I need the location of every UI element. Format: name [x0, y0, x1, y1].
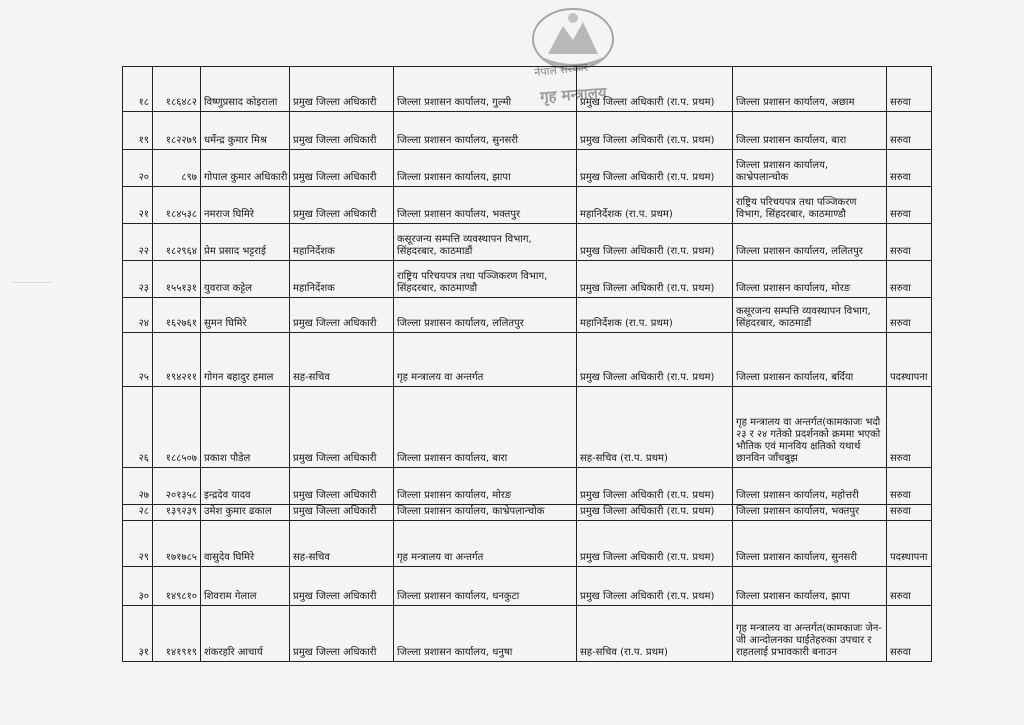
- current-office: जिल्ला प्रशासन कार्यालय, धनुषा: [397, 647, 513, 658]
- current-post: महानिर्देशक: [293, 246, 335, 258]
- serial-number-cell: [123, 521, 153, 566]
- new-office: जिल्ला प्रशासन कार्यालय, ललितपुर: [736, 246, 863, 258]
- remark: सरुवा: [890, 647, 911, 658]
- current-office-cell: [394, 566, 577, 605]
- remark: पदस्थापना: [890, 551, 928, 563]
- employee-name: प्रकाश पौडेल: [204, 452, 251, 464]
- current-post-cell: [290, 387, 394, 468]
- serial-number-cell: [123, 606, 153, 662]
- current-post-cell: [290, 186, 394, 223]
- new-office-cell: [733, 224, 887, 261]
- employee-id-cell: [153, 261, 201, 298]
- remark: सरुवा: [890, 246, 911, 258]
- employee-name: वासुदेव घिमिरे: [204, 551, 255, 563]
- current-office: कसूरजन्य सम्पत्ति व्यवस्थापन विभाग, सिंहदरबार, काठमाडौं: [397, 234, 532, 258]
- current-office: जिल्ला प्रशासन कार्यालय, भक्तपुर: [397, 209, 521, 220]
- new-office-cell: [733, 467, 887, 504]
- new-office-cell: [733, 387, 887, 468]
- employee-id: १६२७६१: [165, 318, 197, 330]
- current-post: प्रमुख जिल्ला अधिकारी: [293, 209, 377, 220]
- current-office: जिल्ला प्रशासन कार्यालय, मोरङ: [397, 489, 512, 501]
- serial-number: २१: [138, 209, 149, 220]
- serial-number: २७: [138, 489, 149, 501]
- current-office: जिल्ला प्रशासन कार्यालय, गुल्मी: [397, 97, 512, 109]
- employee-id: १९४२११: [165, 372, 197, 384]
- remark: सरुवा: [890, 452, 911, 464]
- new-post: महानिर्देशक (रा.प. प्रथम): [580, 318, 673, 330]
- current-post-cell: [290, 333, 394, 387]
- employee-id: १५५१३१: [165, 283, 197, 295]
- serial-number: २४: [138, 318, 149, 330]
- serial-number: ३१: [138, 647, 149, 658]
- new-office: जिल्ला प्रशासन कार्यालय, भक्तपुर: [736, 506, 860, 518]
- employee-id-cell: [153, 566, 201, 605]
- employee-name-cell: [201, 261, 290, 298]
- serial-number: २३: [138, 283, 149, 295]
- employee-name: विष्णुप्रसाद कोइराला: [204, 97, 278, 109]
- remark: सरुवा: [890, 489, 911, 501]
- new-office-cell: [733, 261, 887, 298]
- current-post-cell: [290, 467, 394, 504]
- current-office: जिल्ला प्रशासन कार्यालय, ललितपुर: [397, 318, 524, 330]
- employee-name-cell: [201, 606, 290, 662]
- employee-id: १८२९६४: [165, 246, 197, 258]
- serial-number: २०: [138, 171, 149, 183]
- employee-name: धर्मेन्द्र कुमार मिश्र: [204, 134, 267, 146]
- current-post-cell: [290, 224, 394, 261]
- new-post: सह-सचिव (रा.प. प्रथम): [580, 452, 668, 464]
- serial-number: २५: [138, 372, 149, 384]
- remark: पदस्थापना: [890, 372, 928, 384]
- remark-cell: [887, 504, 932, 521]
- new-post: प्रमुख जिल्ला अधिकारी (रा.प. प्रथम): [580, 489, 715, 501]
- employee-name-cell: [201, 186, 290, 223]
- serial-number: २८: [138, 506, 149, 518]
- employee-name: शंकरहरि आचार्य: [204, 647, 263, 658]
- serial-number: १९: [138, 134, 149, 146]
- remark: सरुवा: [890, 506, 911, 518]
- employee-name-cell: [201, 521, 290, 566]
- employee-name-cell: [201, 333, 290, 387]
- new-office: गृह मन्त्रालय वा अन्तर्गत(कामकाजः भदौ २३ र २४ गतेको प्रदर्शनको क्रममा भएको भौतिक एवं मानविय क्षतिको यथार्थ छानविन जाँचबुझ: [736, 416, 881, 464]
- new-post: महानिर्देशक (रा.प. प्रथम): [580, 209, 673, 220]
- new-post: प्रमुख जिल्ला अधिकारी (रा.प. प्रथम): [580, 246, 715, 258]
- employee-name-cell: [201, 387, 290, 468]
- new-office: जिल्ला प्रशासन कार्यालय, सुनसरी: [736, 551, 857, 563]
- new-office-cell: [733, 521, 887, 566]
- new-office-cell: [733, 298, 887, 333]
- new-post-cell: [577, 224, 733, 261]
- new-office-cell: [733, 504, 887, 521]
- new-office: जिल्ला प्रशासन कार्यालय, महोत्तरी: [736, 489, 859, 501]
- serial-number: २९: [138, 551, 149, 563]
- new-post-cell: [577, 67, 733, 112]
- new-post: प्रमुख जिल्ला अधिकारी (रा.प. प्रथम): [580, 551, 715, 563]
- serial-number-cell: [123, 566, 153, 605]
- current-post: प्रमुख जिल्ला अधिकारी: [293, 452, 377, 464]
- table-row: [123, 224, 932, 261]
- remark-cell: [887, 521, 932, 566]
- new-post: प्रमुख जिल्ला अधिकारी (रा.प. प्रथम): [580, 97, 715, 109]
- employee-id: १४९८१०: [165, 591, 197, 603]
- remark-cell: [887, 224, 932, 261]
- current-office-cell: [394, 186, 577, 223]
- current-office-cell: [394, 112, 577, 149]
- new-post-cell: [577, 606, 733, 662]
- serial-number-cell: [123, 224, 153, 261]
- current-office: गृह मन्त्रालय वा अन्तर्गत: [397, 551, 484, 563]
- new-post-cell: [577, 467, 733, 504]
- new-office-cell: [733, 67, 887, 112]
- serial-number: १८: [138, 97, 149, 109]
- current-office: राष्ट्रिय परिचयपत्र तथा पञ्जिकरण विभाग, सिंहदरबार, काठमाण्डौ: [397, 271, 548, 295]
- table-row: [123, 261, 932, 298]
- new-office: जिल्ला प्रशासन कार्यालय, बारा: [736, 134, 847, 146]
- new-office: गृह मन्त्रालय वा अन्तर्गत(कामकाजः जेन-जी आन्दोलनका घाईतेहरुका उपचार र राहतलाई प्रभावकारी बनाउन: [736, 623, 882, 658]
- current-office: जिल्ला प्रशासन कार्यालय, सुनसरी: [397, 134, 518, 146]
- remark: सरुवा: [890, 591, 911, 603]
- scan-artifact: [12, 282, 52, 283]
- employee-name: शिवराम गेलाल: [204, 591, 257, 603]
- employee-id: १८८५०७: [165, 452, 197, 464]
- employee-name-cell: [201, 67, 290, 112]
- employee-id-cell: [153, 521, 201, 566]
- current-post-cell: [290, 521, 394, 566]
- new-post-cell: [577, 387, 733, 468]
- current-post: प्रमुख जिल्ला अधिकारी: [293, 489, 377, 501]
- new-office: जिल्ला प्रशासन कार्यालय, मोरङ: [736, 283, 851, 295]
- table-body: [123, 67, 932, 662]
- employee-name-cell: [201, 298, 290, 333]
- new-post: प्रमुख जिल्ला अधिकारी (रा.प. प्रथम): [580, 506, 715, 518]
- employee-id-cell: [153, 224, 201, 261]
- employee-id-cell: [153, 333, 201, 387]
- serial-number-cell: [123, 112, 153, 149]
- current-office-cell: [394, 149, 577, 186]
- new-post: प्रमुख जिल्ला अधिकारी (रा.प. प्रथम): [580, 134, 715, 146]
- current-post-cell: [290, 606, 394, 662]
- seal-title: गृह मन्त्रालय: [539, 83, 608, 107]
- remark-cell: [887, 333, 932, 387]
- current-post: प्रमुख जिल्ला अधिकारी: [293, 647, 377, 658]
- new-office: राष्ट्रिय परिचयपत्र तथा पञ्जिकरण विभाग, सिंहदरबार, काठमाण्डौ: [736, 197, 857, 220]
- remark: सरुवा: [890, 283, 911, 295]
- current-post-cell: [290, 112, 394, 149]
- current-post: प्रमुख जिल्ला अधिकारी: [293, 591, 377, 603]
- new-post: प्रमुख जिल्ला अधिकारी (रा.प. प्रथम): [580, 591, 715, 603]
- current-post: प्रमुख जिल्ला अधिकारी: [293, 506, 377, 518]
- employee-id-cell: [153, 149, 201, 186]
- new-office: जिल्ला प्रशासन कार्यालय, बर्दिया: [736, 372, 854, 384]
- current-post-cell: [290, 504, 394, 521]
- current-post: प्रमुख जिल्ला अधिकारी: [293, 171, 377, 183]
- new-post-cell: [577, 521, 733, 566]
- employee-id: १३९२३९: [165, 506, 197, 518]
- new-post-cell: [577, 149, 733, 186]
- employee-id-cell: [153, 387, 201, 468]
- employee-id: १७१७८५: [165, 551, 197, 563]
- serial-number-cell: [123, 333, 153, 387]
- new-post-cell: [577, 298, 733, 333]
- new-post-cell: [577, 333, 733, 387]
- remark: सरुवा: [890, 134, 911, 146]
- employee-name: उमेश कुमार ढकाल: [204, 506, 272, 518]
- new-post: प्रमुख जिल्ला अधिकारी (रा.प. प्रथम): [580, 283, 715, 295]
- remark-cell: [887, 566, 932, 605]
- serial-number-cell: [123, 298, 153, 333]
- new-post-cell: [577, 504, 733, 521]
- table-row: [123, 333, 932, 387]
- current-office-cell: [394, 504, 577, 521]
- serial-number: २२: [138, 246, 149, 258]
- employee-id: ८९७: [181, 171, 197, 183]
- current-post-cell: [290, 298, 394, 333]
- new-post: प्रमुख जिल्ला अधिकारी (रा.प. प्रथम): [580, 171, 715, 183]
- employee-id: १४१९१९: [165, 647, 197, 658]
- remark-cell: [887, 112, 932, 149]
- current-post-cell: [290, 67, 394, 112]
- employee-id: २०१३५८: [165, 489, 197, 501]
- table-row: [123, 298, 932, 333]
- remark: सरुवा: [890, 318, 911, 330]
- remark: सरुवा: [890, 97, 911, 109]
- current-office: जिल्ला प्रशासन कार्यालय, काभ्रेपलान्चोक: [397, 506, 545, 518]
- new-office: जिल्ला प्रशासन कार्यालय, झापा: [736, 591, 850, 603]
- new-office-cell: [733, 566, 887, 605]
- new-office-cell: [733, 112, 887, 149]
- remark-cell: [887, 67, 932, 112]
- employee-id: १८२२७९: [165, 134, 197, 146]
- serial-number-cell: [123, 387, 153, 468]
- remark-cell: [887, 606, 932, 662]
- new-post-cell: [577, 186, 733, 223]
- current-office: जिल्ला प्रशासन कार्यालय, झापा: [397, 171, 511, 183]
- employee-id-cell: [153, 467, 201, 504]
- current-post: सह-सचिव: [293, 372, 330, 384]
- employee-name: युवराज कट्टेल: [204, 283, 252, 295]
- remark-cell: [887, 149, 932, 186]
- table-row: [123, 566, 932, 605]
- table-row: [123, 387, 932, 468]
- current-office-cell: [394, 333, 577, 387]
- table-row: [123, 521, 932, 566]
- new-office: कसूरजन्य सम्पत्ति व्यवस्थापन विभाग, सिंहदरबार, काठमाडौं: [736, 306, 871, 330]
- serial-number: ३०: [138, 591, 149, 603]
- employee-name: सुमन घिमिरे: [204, 318, 247, 330]
- serial-number-cell: [123, 504, 153, 521]
- employee-id: १८४५३८: [165, 209, 197, 220]
- remark-cell: [887, 261, 932, 298]
- new-office-cell: [733, 186, 887, 223]
- remark: सरुवा: [890, 209, 911, 220]
- current-post: सह-सचिव: [293, 551, 330, 563]
- employee-name: गोगन बहादुर हमाल: [204, 372, 274, 384]
- current-office-cell: [394, 298, 577, 333]
- current-office: गृह मन्त्रालय वा अन्तर्गत: [397, 372, 484, 384]
- serial-number-cell: [123, 467, 153, 504]
- employee-name-cell: [201, 504, 290, 521]
- table-row: [123, 606, 932, 662]
- current-office-cell: [394, 224, 577, 261]
- employee-name-cell: [201, 467, 290, 504]
- current-office-cell: [394, 521, 577, 566]
- current-office-cell: [394, 606, 577, 662]
- seal-arc-text: नेपाल सरकार: [533, 60, 589, 80]
- employee-name-cell: [201, 149, 290, 186]
- remark-cell: [887, 467, 932, 504]
- table-row: [123, 67, 932, 112]
- employee-id-cell: [153, 298, 201, 333]
- employee-id: १८६४८२: [165, 97, 197, 109]
- serial-number: २६: [138, 452, 149, 464]
- employee-name-cell: [201, 566, 290, 605]
- new-post: प्रमुख जिल्ला अधिकारी (रा.प. प्रथम): [580, 372, 715, 384]
- current-office-cell: [394, 67, 577, 112]
- employee-id-cell: [153, 67, 201, 112]
- transfer-table: [122, 66, 932, 662]
- employee-id-cell: [153, 504, 201, 521]
- current-post: प्रमुख जिल्ला अधिकारी: [293, 97, 377, 109]
- remark-cell: [887, 298, 932, 333]
- remark-cell: [887, 387, 932, 468]
- new-office-cell: [733, 606, 887, 662]
- serial-number-cell: [123, 261, 153, 298]
- table-row: [123, 186, 932, 223]
- remark: सरुवा: [890, 171, 911, 183]
- table-row: [123, 149, 932, 186]
- employee-id-cell: [153, 186, 201, 223]
- current-post-cell: [290, 261, 394, 298]
- serial-number-cell: [123, 149, 153, 186]
- table-row: [123, 112, 932, 149]
- current-office-cell: [394, 261, 577, 298]
- current-office: जिल्ला प्रशासन कार्यालय, बारा: [397, 452, 508, 464]
- employee-id-cell: [153, 606, 201, 662]
- current-post-cell: [290, 566, 394, 605]
- remark-cell: [887, 186, 932, 223]
- serial-number-cell: [123, 67, 153, 112]
- table-row: [123, 504, 932, 521]
- employee-id-cell: [153, 112, 201, 149]
- new-office: जिल्ला प्रशासन कार्यालय, काभ्रेपलान्चोक: [736, 159, 829, 183]
- current-post-cell: [290, 149, 394, 186]
- new-office-cell: [733, 333, 887, 387]
- current-office-cell: [394, 387, 577, 468]
- current-post: महानिर्देशक: [293, 283, 335, 295]
- table-row: [123, 467, 932, 504]
- current-post: प्रमुख जिल्ला अधिकारी: [293, 318, 377, 330]
- new-office: जिल्ला प्रशासन कार्यालय, अछाम: [736, 97, 855, 109]
- current-office-cell: [394, 467, 577, 504]
- employee-name-cell: [201, 112, 290, 149]
- employee-name: इन्द्रदेव यादव: [204, 489, 251, 501]
- employee-name: नमराज घिमिरे: [204, 209, 254, 220]
- new-office-cell: [733, 149, 887, 186]
- current-post: प्रमुख जिल्ला अधिकारी: [293, 134, 377, 146]
- employee-name: प्रेम प्रसाद भट्टराई: [204, 246, 266, 258]
- new-post-cell: [577, 112, 733, 149]
- employee-name: गोपाल कुमार अधिकारी: [204, 171, 288, 183]
- current-office: जिल्ला प्रशासन कार्यालय, धनकुटा: [397, 591, 520, 603]
- serial-number-cell: [123, 186, 153, 223]
- new-post-cell: [577, 566, 733, 605]
- employee-name-cell: [201, 224, 290, 261]
- new-post: सह-सचिव (रा.प. प्रथम): [580, 647, 668, 658]
- new-post-cell: [577, 261, 733, 298]
